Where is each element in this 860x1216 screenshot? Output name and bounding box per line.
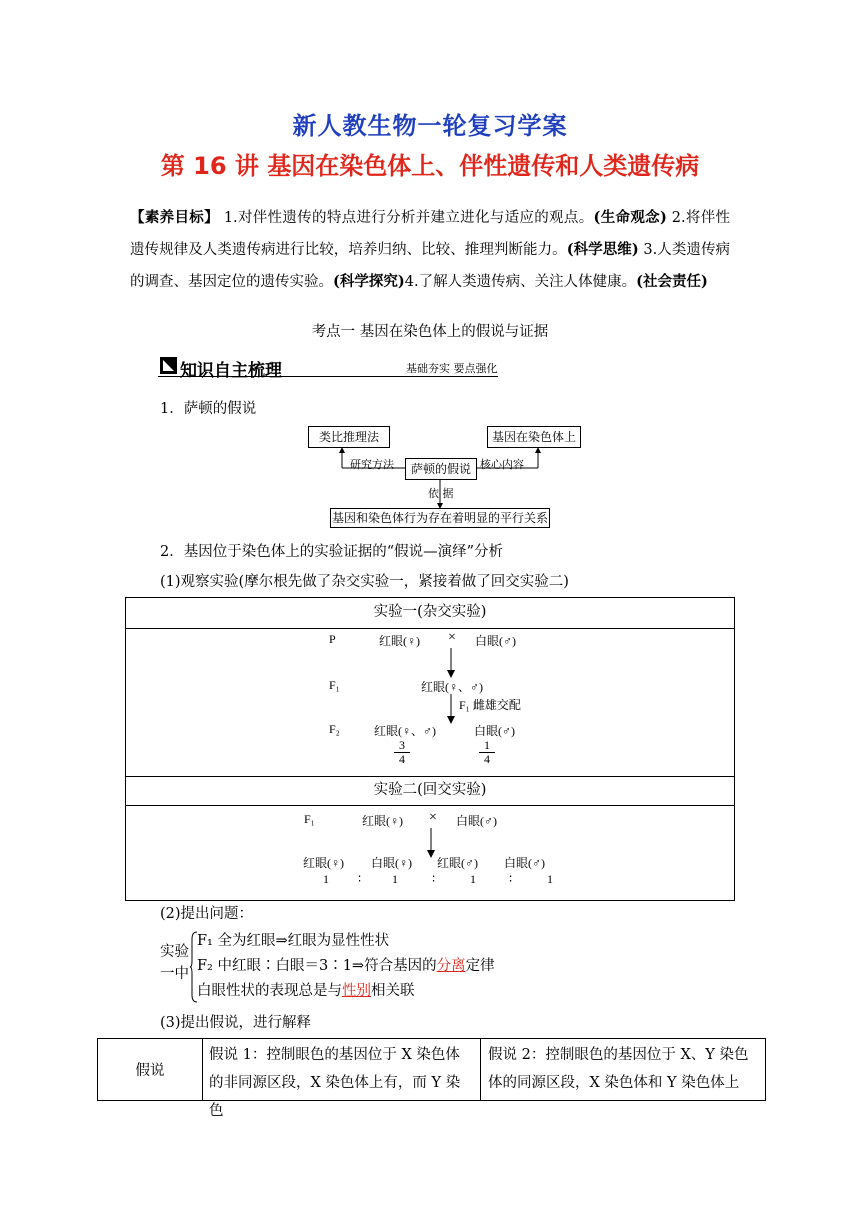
exp1-f1-mating-note: F₁ 雌雄交配: [459, 698, 521, 712]
observation-heading: (1)观察实验(摩尔根先做了杂交实验一，紧接着做了回交实验二): [160, 574, 569, 590]
offspring-white-male: 白眼(♂): [504, 856, 545, 870]
exp1-p-female: 红眼(♀): [379, 634, 420, 648]
exp2-title: 实验二(回交实验): [373, 782, 487, 798]
section-banner: [158, 356, 510, 381]
ratio-4: 1: [547, 872, 553, 886]
ratio-2: 1: [392, 872, 398, 886]
offspring-red-male: 红眼(♂): [437, 856, 478, 870]
ratio-red-numerator: 3: [399, 738, 405, 752]
exp1-title: 实验一(杂交实验): [373, 604, 487, 620]
exp2-title-row: [126, 777, 734, 806]
label-core-content: 核心内容: [480, 458, 524, 471]
exp1-f2-red: 红眼(♀、♂): [374, 724, 436, 738]
question-2: [197, 954, 495, 979]
answer-sex: 性别: [342, 983, 371, 999]
ratio-colon-2: ∶: [432, 872, 436, 886]
exp1-arrow-1: [446, 648, 456, 678]
brace-label-bottom: 一中: [160, 966, 189, 982]
label-basis: 依 据: [428, 487, 454, 500]
box-genes-on-chromosome: 基因在染色体上: [487, 426, 581, 448]
goal-2-tag: (科学思维): [566, 241, 639, 258]
question-list: [197, 929, 495, 1004]
box-parallel-relation: 基因和染色体行为存在着明显的平行关系: [330, 508, 550, 528]
ratio-white-numerator: 1: [484, 738, 490, 752]
banner-subtitle: 基础夯实 要点强化: [406, 362, 498, 375]
brace-label: [160, 941, 189, 985]
hypothesis-table: [97, 1038, 766, 1119]
exp1-p-label: P: [329, 632, 336, 646]
goal-4: 4.了解人类遗传病、关注人体健康。: [404, 274, 637, 290]
exp1-p-male: 白眼(♂): [475, 634, 516, 648]
goals-paragraph: [130, 202, 730, 298]
banner-corner-icon: [160, 357, 177, 374]
exp2-female: 红眼(♀): [362, 814, 403, 828]
exp1-body: [126, 629, 734, 777]
hypothesis-1: 假说 1：控制眼色的基因位于 X 染色体的非同源区段，X 染色体上有，而 Y 染色: [203, 1039, 481, 1100]
experiment-table: [125, 597, 735, 901]
exp1-f2-label: F₂: [329, 722, 340, 736]
ratio-colon-3: ∶: [509, 872, 513, 886]
exp1-arrow-2: [446, 694, 456, 724]
banner-label: 知识自主梳理: [180, 361, 282, 381]
item-1-heading: 1．萨顿的假说: [160, 401, 257, 417]
goal-1-tag: (生命观念): [593, 209, 667, 226]
goals-label: 【素养目标】: [130, 209, 219, 226]
question-3-text: 白眼性状的表现总是与: [197, 983, 342, 999]
box-sutton-hypothesis: 萨顿的假说: [405, 458, 477, 480]
exp2-body: [126, 806, 734, 900]
item-2-heading: 2．基因位于染色体上的实验证据的“假说—演绎”分析: [160, 544, 504, 560]
ratio-3: 1: [470, 872, 476, 886]
exp2-arrow: [426, 828, 436, 858]
hypothesis-label: 假说: [98, 1039, 203, 1100]
answer-separation: 分离: [436, 958, 466, 974]
section-title: 考点一 基因在染色体上的假说与证据: [311, 324, 549, 340]
exp2-cross-symbol: ×: [429, 810, 437, 825]
goal-3: 3.人类遗传病的调查、基因定位的遗传实验。: [130, 242, 731, 290]
document-title: 新人教生物一轮复习学案: [292, 112, 568, 140]
offspring-white-female: 白眼(♀): [371, 856, 412, 870]
ratio-white-denominator: 4: [479, 752, 495, 766]
goal-2: 2.将伴性遗传规律及人类遗传病进行比较，培养归纳、比较、推理判断能力。: [130, 210, 731, 258]
ratio-red-denominator: 4: [394, 752, 410, 766]
label-research-method: 研究方法: [350, 458, 394, 471]
ratio-colon-1: ∶: [358, 872, 362, 886]
exp1-ratio-red: [394, 739, 410, 766]
exp2-f1-label: F₁: [304, 812, 315, 826]
exp1-f2-white: 白眼(♂): [474, 724, 515, 738]
goal-4-tag: (社会责任): [636, 273, 708, 290]
goal-3-tag: (科学探究): [333, 273, 405, 290]
question-heading: (2)提出问题：: [160, 906, 254, 922]
question-2-tail: 定律: [465, 958, 495, 974]
question-2-text: F₂ 中红眼∶白眼＝3∶1⇒符合基因的: [197, 958, 437, 974]
box-analogy-method: 类比推理法: [308, 426, 390, 448]
ratio-1: 1: [323, 872, 329, 886]
exp1-ratio-white: [479, 739, 495, 766]
exp1-cross-symbol: ×: [448, 630, 456, 645]
exp2-male: 白眼(♂): [456, 814, 497, 828]
question-1: F₁ 全为红眼⇒红眼为显性性状: [197, 933, 390, 949]
question-3-tail: 相关联: [371, 983, 415, 999]
offspring-red-female: 红眼(♀): [303, 856, 344, 870]
lesson-title: 第 16 讲 基因在染色体上、伴性遗传和人类遗传病: [160, 152, 700, 180]
sutton-diagram: [300, 424, 590, 528]
brace-label-top: 实验: [160, 944, 189, 960]
exp1-f1-phenotype: 红眼(♀、♂): [421, 680, 483, 694]
exp1-title-row: [126, 598, 734, 629]
question-3: [197, 979, 495, 1004]
hypothesis-2: 假说 2：控制眼色的基因位于 X、Y 染色体的同源区段，X 染色体和 Y 染色体上: [488, 1047, 749, 1091]
hypothesis-heading: (3)提出假说，进行解释: [160, 1015, 312, 1031]
goal-1: 1.对伴性遗传的特点进行分析并建立进化与适应的观点。: [223, 210, 594, 226]
exp1-f1-label: F₁: [329, 678, 340, 692]
